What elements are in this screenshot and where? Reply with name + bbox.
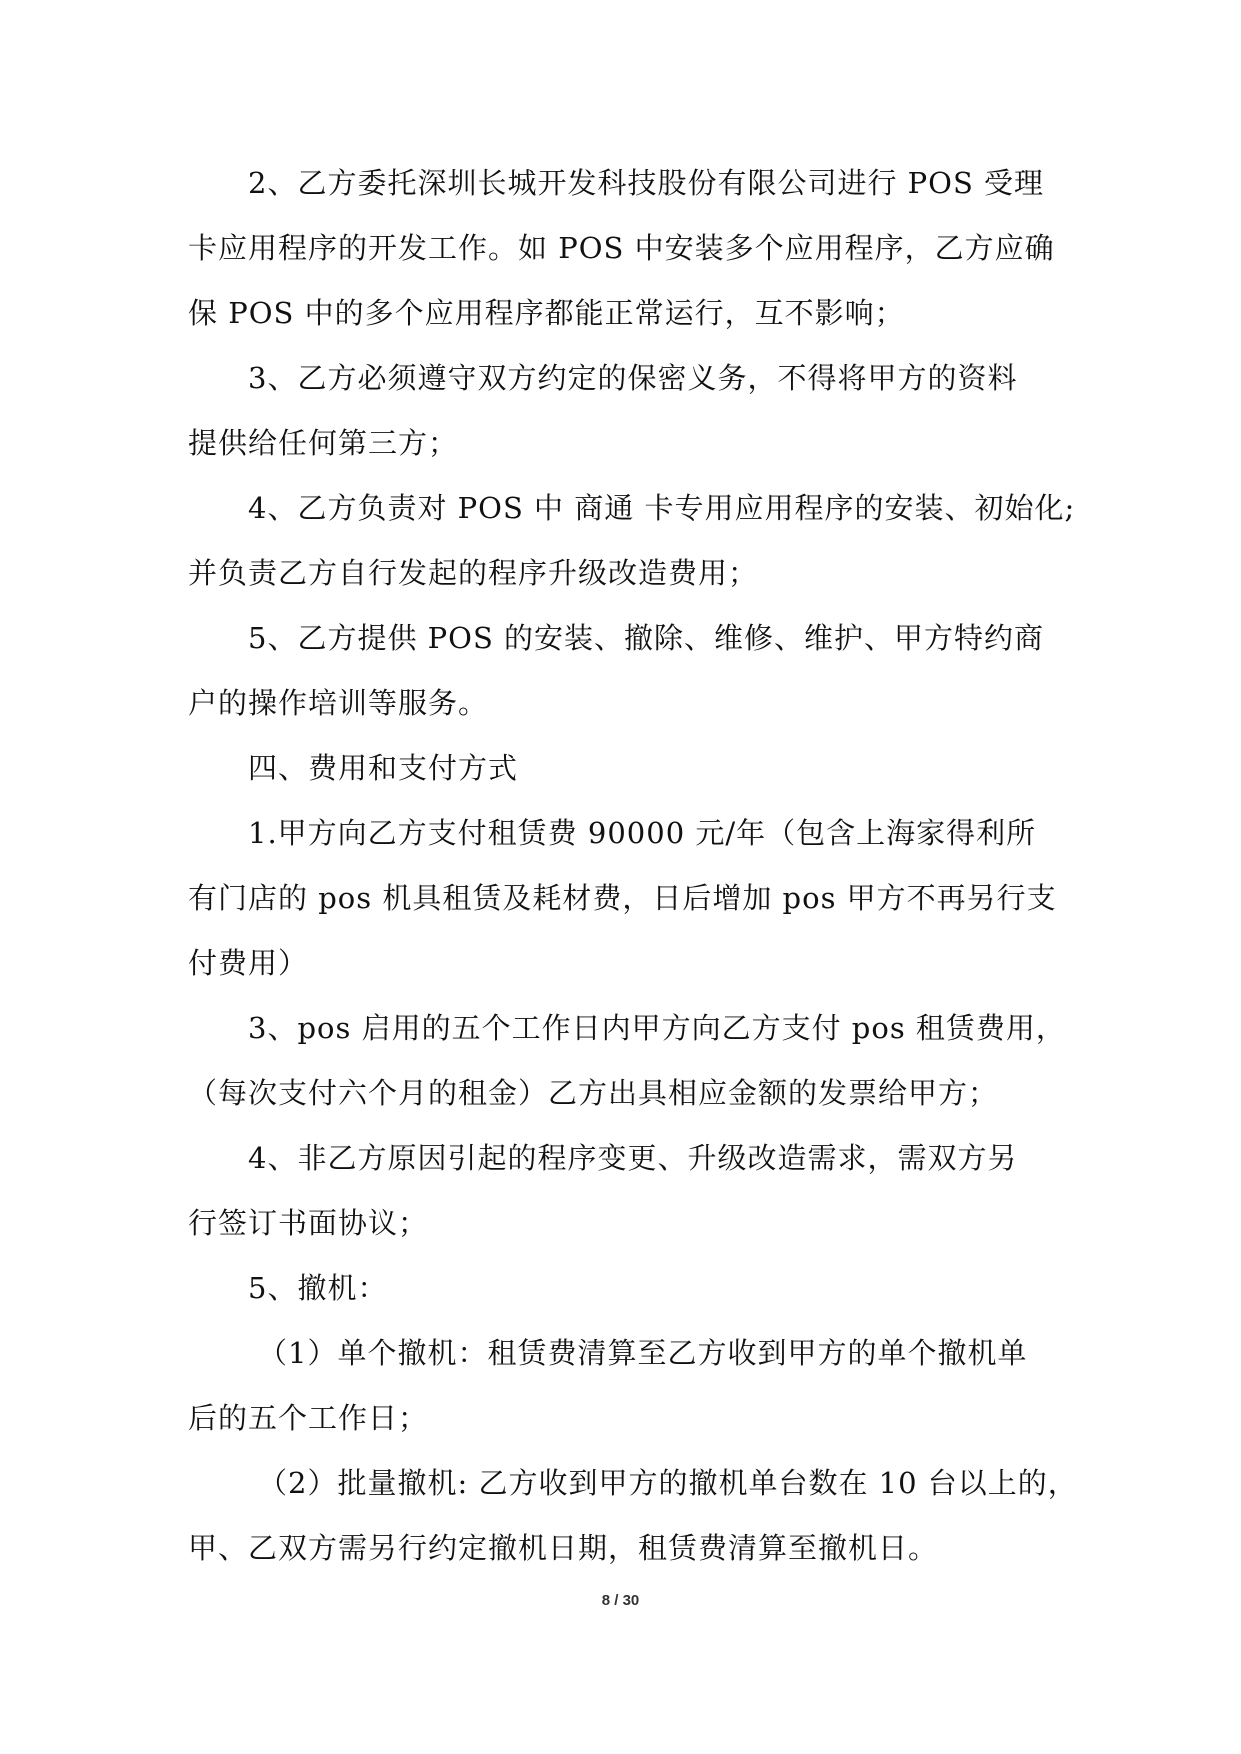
text-line: 5、乙方提供 POS 的安装、撤除、维修、维护、甲方特约商 [248,621,1045,655]
text-line: 户的操作培训等服务。 [188,686,489,720]
text-line: 4、非乙方原因引起的程序变更、升级改造需求，需双方另 [248,1141,1018,1175]
text-line: 1.甲方向乙方支付租赁费 90000 元/年（包含上海家得利所 [248,816,1037,850]
text-line: （1）单个撤机：租赁费清算至乙方收到甲方的单个撤机单 [258,1336,1028,1370]
text-line: 2、乙方委托深圳长城开发科技股份有限公司进行 POS 受理 [248,166,1045,200]
text-line: （每次支付六个月的租金）乙方出具相应金额的发票给甲方； [188,1076,999,1110]
text-line: （2）批量撤机: 乙方收到甲方的撤机单台数在 10 台以上的， [258,1466,1078,1500]
text-line: 卡应用程序的开发工作。如 POS 中安装多个应用程序，乙方应确 [188,231,1055,265]
text-line: 3、pos 启用的五个工作日内甲方向乙方支付 pos 租赁费用， [248,1011,1066,1045]
text-line: 3、乙方必须遵守双方约定的保密义务，不得将甲方的资料 [248,361,1018,395]
text-line: 并负责乙方自行发起的程序升级改造费用； [188,556,759,590]
text-line: 甲、乙双方需另行约定撤机日期，租赁费清算至撤机日。 [188,1531,939,1565]
text-line: 4、乙方负责对 POS 中 商通 卡专用应用程序的安装、初始化; [248,491,1076,525]
text-line: 提供给任何第三方； [188,426,459,460]
text-line: 后的五个工作日； [188,1401,429,1435]
text-line: 行签订书面协议； [188,1206,429,1240]
text-line: 付费用） [188,946,309,980]
text-line: 保 POS 中的多个应用程序都能正常运行，互不影响； [188,296,905,330]
text-line: 有门店的 pos 机具租赁及耗材费，日后增加 pos 甲方不再另行支 [188,881,1057,915]
text-line: 5、撤机： [248,1271,388,1305]
page-number: 8 / 30 [601,1592,640,1609]
section-heading: 四、费用和支付方式 [248,751,519,785]
